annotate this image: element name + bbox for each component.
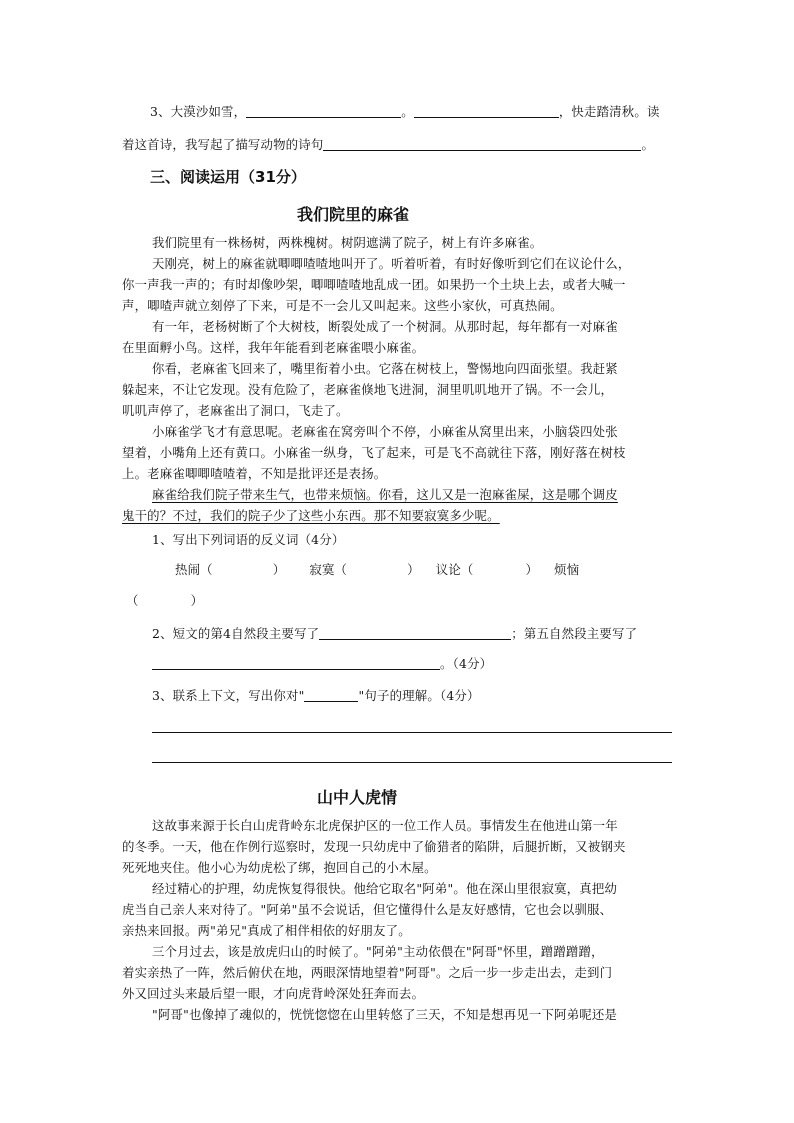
article-2-line: 亲热来回报。两"弟兄"真成了相伴相依的好朋友了。 xyxy=(122,923,411,938)
article-1-line: 你一声我一声的；有时却像吵架，唧唧喳喳地乱成一团。如果扔一个土块上去，或者大喊一 xyxy=(122,277,626,292)
article-2-line: 的冬季。一天，他在作例行巡察时，发现一只幼虎中了偷猎者的陷阱，后腿折断，又被钢夹 xyxy=(122,839,626,854)
poem-blank-1[interactable] xyxy=(246,105,401,118)
article-1-underlined-line: 鬼干的？不过，我们的院子少了这些小东西。那不知要寂寞多少呢。 xyxy=(122,508,500,523)
question-2-line-2: 。（4分） xyxy=(152,656,492,672)
article-2-line: 这故事来源于长白山虎背岭东北虎保护区的一位工作人员。事情发生在他进山第一年 xyxy=(152,818,618,833)
poem-question-line-1: 3、大漠沙如雪， 。 ，快走踏清秋。读 xyxy=(150,104,660,119)
article-1-line: 声，唧喳声就立刻停了下来，可是不一会儿又叫起来。这些小家伙，可真热闹。 xyxy=(122,298,563,313)
article-2-line: 死死地夹住。他小心为幼虎松了绑，抱回自己的小木屋。 xyxy=(122,860,437,875)
question-1-prompt: 1、写出下列词语的反义词（4分） xyxy=(152,532,345,547)
question-3-blank[interactable] xyxy=(304,689,358,702)
question-2-line-1: 2、短文的第4自然段主要写了 ；第五自然段主要写了 xyxy=(152,626,638,641)
article-2-line: 三个月过去，该是放虎归山的时候了。"阿弟"主动依偎在"阿哥"怀里，蹭蹭蹭蹭， xyxy=(152,944,604,959)
article-1-line: 在里面孵小鸟。这样，我年年能看到老麻雀喂小麻雀。 xyxy=(122,340,425,355)
question-1-words: 热闹（ ） 寂寞（ ） 议论（ ） 烦恼 xyxy=(175,562,580,577)
article-1-line: 叽叽声停了，老麻雀出了洞口，飞走了。 xyxy=(122,403,349,418)
poem-question-line-2: 着这首诗，我写起了描写动物的诗句 。 xyxy=(122,137,655,152)
article-1-underlined-line: 麻雀给我们院子带来生气，也带来烦恼。你看，这儿又是一泡麻雀屎，这是哪个调皮 xyxy=(152,487,618,502)
question-1-wrap: （ ） xyxy=(126,593,204,608)
article-1-line: 有一年，老杨树断了个大树枝，断裂处成了一个树洞。从那时起，每年都有一对麻雀 xyxy=(152,319,618,334)
article-1-line: 我们院里有一株杨树，两株槐树。树阴遮满了院子，树上有许多麻雀。 xyxy=(152,235,543,250)
article-2-line: 外又回过头来最后望一眼，才向虎背岭深处狂奔而去。 xyxy=(122,986,425,1001)
section-heading: 三、阅读运用（31分） xyxy=(150,168,306,186)
poem-blank-2[interactable] xyxy=(414,105,559,118)
poem-prefix: 3、大漠沙如雪， xyxy=(150,104,247,119)
answer-line-1[interactable] xyxy=(152,732,672,733)
question-2-blank-1[interactable] xyxy=(319,627,511,640)
article-1-line: 上。老麻雀唧唧喳喳着，不知是批评还是表扬。 xyxy=(122,466,387,481)
article-1-title: 我们院里的麻雀 xyxy=(297,205,410,224)
article-2-line: 虎当自己亲人来对待了。"阿弟"虽不会说话，但它懂得什么是友好感情，它也会以驯服、 xyxy=(122,902,613,917)
article-2-line: "阿哥"也像掉了魂似的，恍恍惚惚在山里转悠了三天，不知是想再见一下阿弟呢还是 xyxy=(152,1007,618,1022)
article-1-line: 你看，老麻雀飞回来了，嘴里衔着小虫。它落在树枝上，警惕地向四面张望。我赶紧 xyxy=(152,361,618,376)
article-1-line: 躲起来，不让它发现。没有危险了，老麻雀倏地飞进洞，洞里叽叽地开了锅。不一会儿， xyxy=(122,382,614,397)
poem-blank-3[interactable] xyxy=(323,138,641,151)
answer-line-2[interactable] xyxy=(152,762,672,763)
article-2-line: 着实亲热了一阵，然后俯伏在地，两眼深情地望着"阿哥"。之后一步一步走出去，走到门 xyxy=(122,965,613,980)
article-1-line: 望着，小嘴角上还有黄口。小麻雀一纵身，飞了起来，可是飞不高就往下落，刚好落在树枝 xyxy=(122,445,626,460)
poem-suffix: ，快走踏清秋。读 xyxy=(558,104,660,119)
question-3-prompt: 3、联系上下文，写出你对" "句子的理解。（4分） xyxy=(152,688,480,703)
article-2-line: 经过精心的护理，幼虎恢复得很快。他给它取名"阿弟"。他在深山里很寂寞，真把幼 xyxy=(152,881,618,896)
article-2-title: 山中人虎情 xyxy=(317,788,398,807)
article-1-line: 小麻雀学飞才有意思呢。老麻雀在窝旁叫个不停，小麻雀从窝里出来，小脑袋四处张 xyxy=(152,424,618,439)
article-1-line: 天刚亮，树上的麻雀就唧唧喳喳地叫开了。听着听着，有时好像听到它们在议论什么， xyxy=(152,256,631,271)
question-2-blank-2[interactable] xyxy=(152,657,440,670)
